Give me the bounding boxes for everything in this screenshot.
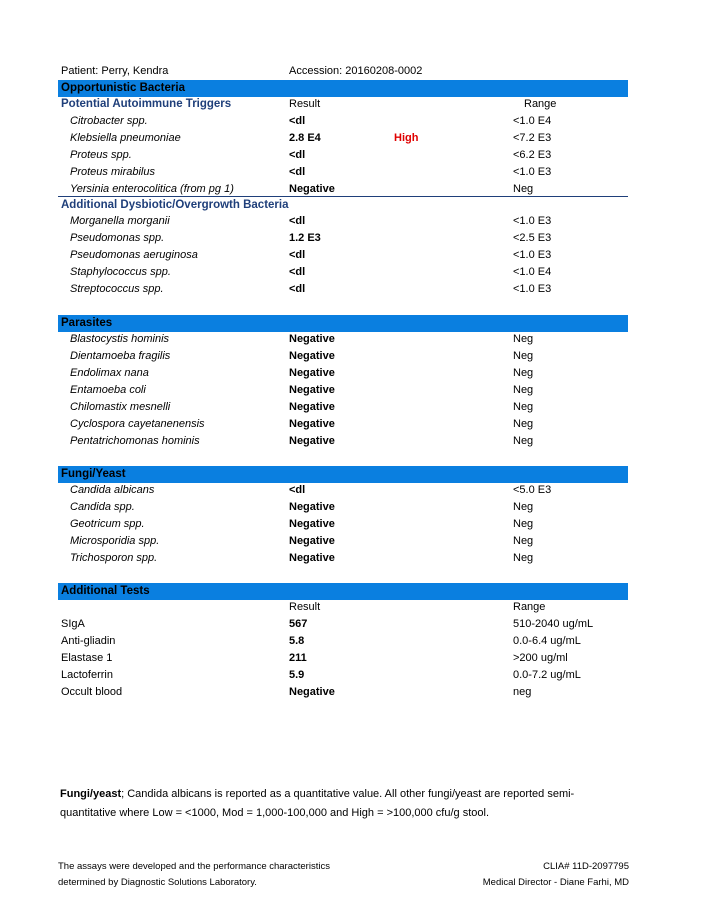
reference-range: 0.0-7.2 ug/mL — [513, 669, 581, 681]
test-name: Yersinia enterocolitica (from pg 1) — [70, 183, 234, 195]
test-name: Citrobacter spp. — [70, 115, 148, 127]
subsection-title-dysbiotic: Additional Dysbiotic/Overgrowth Bacteria — [61, 199, 289, 211]
reference-range: <1.0 E3 — [513, 283, 552, 295]
test-result: 1.2 E3 — [289, 232, 321, 244]
reference-range: 0.0-6.4 ug/mL — [513, 635, 581, 647]
section-title: Additional Tests — [61, 585, 150, 597]
reference-range: Neg — [513, 333, 534, 345]
test-name: Elastase 1 — [61, 652, 113, 664]
test-name: Proteus mirabilus — [70, 166, 155, 178]
reference-range: <6.2 E3 — [513, 149, 552, 161]
reference-range: Neg — [513, 350, 534, 362]
reference-range: Neg — [513, 501, 534, 513]
test-result: Negative — [289, 501, 335, 513]
test-result: 5.8 — [289, 635, 305, 647]
test-result: <dl — [289, 484, 306, 496]
test-name: Endolimax nana — [70, 367, 149, 379]
test-result: Negative — [289, 535, 335, 547]
result-column-label: Result — [289, 98, 321, 110]
test-result: Negative — [289, 686, 335, 698]
footer-clia-number: CLIA# 11D-2097795 — [543, 861, 629, 872]
reference-range: <1.0 E3 — [513, 249, 552, 261]
test-name: SIgA — [61, 618, 85, 630]
section-header-parasites — [58, 315, 628, 332]
test-result: <dl — [289, 215, 306, 227]
reference-range: Neg — [513, 518, 534, 530]
test-result: 211 — [289, 652, 307, 664]
test-name: Staphylococcus spp. — [70, 266, 171, 278]
test-name: Trichosporon spp. — [70, 552, 158, 564]
section-header-additional-tests — [58, 583, 628, 600]
test-name: Blastocystis hominis — [70, 333, 170, 345]
section-divider — [58, 196, 628, 197]
test-name: Chilomastix mesnelli — [70, 401, 171, 413]
reference-range: Neg — [513, 367, 534, 379]
test-name: Anti-gliadin — [61, 635, 116, 647]
test-name: Microsporidia spp. — [70, 535, 160, 547]
reference-range: Neg — [513, 384, 534, 396]
reference-range: Neg — [513, 183, 534, 195]
test-result: 5.9 — [289, 669, 305, 681]
test-result: Negative — [289, 552, 335, 564]
test-name: Pseudomonas spp. — [70, 232, 165, 244]
test-result: Negative — [289, 384, 335, 396]
reference-range: <2.5 E3 — [513, 232, 552, 244]
test-name: Candida spp. — [70, 501, 135, 513]
footer-medical-director: Medical Director - Diane Farhi, MD — [482, 877, 629, 888]
reference-range: <1.0 E4 — [513, 266, 552, 278]
section-header-bacteria — [58, 80, 628, 97]
test-name: Lactoferrin — [61, 669, 113, 681]
test-name: Occult blood — [61, 686, 123, 698]
test-name: Candida albicans — [70, 484, 155, 496]
test-result: <dl — [289, 249, 306, 261]
subsection-title-autoimmune: Potential Autoimmune Triggers — [61, 98, 232, 110]
test-result: Negative — [289, 367, 335, 379]
patient-name: Patient: Perry, Kendra — [61, 65, 169, 77]
test-name: Dientamoeba fragilis — [70, 350, 171, 362]
section-title: Opportunistic Bacteria — [61, 82, 185, 94]
result-flag: High — [394, 132, 419, 144]
reference-range: <7.2 E3 — [513, 132, 552, 144]
test-result: Negative — [289, 518, 335, 530]
footer-lab-info — [483, 859, 629, 891]
test-name: Streptococcus spp. — [70, 283, 164, 295]
test-result: <dl — [289, 166, 306, 178]
test-result: Negative — [289, 435, 335, 447]
test-result: Negative — [289, 183, 335, 195]
reference-range: Neg — [513, 535, 534, 547]
note-label: Fungi/yeast — [60, 788, 122, 800]
accession-number: Accession: 20160208-0002 — [289, 65, 423, 77]
test-result: 567 — [289, 618, 308, 630]
reference-range: >200 ug/ml — [513, 652, 568, 664]
test-name: Cyclospora cayetanenensis — [70, 418, 205, 430]
test-result: Negative — [289, 333, 335, 345]
reference-range: Neg — [513, 435, 534, 447]
reference-range: Neg — [513, 401, 534, 413]
section-title: Parasites — [61, 317, 113, 329]
footer-left-line2: determined by Diagnostic Solutions Laboratory. — [58, 877, 257, 888]
test-result: Negative — [289, 418, 335, 430]
range-column-label: Range — [524, 98, 557, 110]
reference-range: <5.0 E3 — [513, 484, 552, 496]
test-result: 2.8 E4 — [289, 132, 321, 144]
reference-range: 510-2040 ug/mL — [513, 618, 594, 630]
test-result: <dl — [289, 115, 306, 127]
range-column-label: Range — [513, 601, 546, 613]
reference-range: Neg — [513, 552, 534, 564]
test-name: Entamoeba coli — [70, 384, 146, 396]
note-text: ; Candida albicans is reported as a quantitative value. All other fungi/yeast are reported semi-quantitative where Low = <1000, Mod = 1,000-100,000 and High = >100,000 cfu/g stool. — [60, 788, 575, 819]
footer-left-line1: The assays were developed and the performance characteristics — [58, 861, 330, 872]
test-name: Proteus spp. — [70, 149, 132, 161]
fungi-yeast-note — [60, 785, 620, 823]
test-result: <dl — [289, 283, 306, 295]
section-title: Fungi/Yeast — [61, 468, 126, 480]
test-result: Negative — [289, 401, 335, 413]
test-name: Geotricum spp. — [70, 518, 145, 530]
test-name: Pentatrichomonas hominis — [70, 435, 200, 447]
test-result: <dl — [289, 149, 306, 161]
test-result: Negative — [289, 350, 335, 362]
reference-range: Neg — [513, 418, 534, 430]
reference-range: neg — [513, 686, 532, 698]
test-name: Klebsiella pneumoniae — [70, 132, 181, 144]
footer-disclaimer — [58, 859, 330, 891]
section-header-fungi — [58, 466, 628, 483]
reference-range: <1.0 E4 — [513, 115, 552, 127]
reference-range: <1.0 E3 — [513, 166, 552, 178]
reference-range: <1.0 E3 — [513, 215, 552, 227]
result-column-label: Result — [289, 601, 321, 613]
test-result: <dl — [289, 266, 306, 278]
test-name: Pseudomonas aeruginosa — [70, 249, 198, 261]
test-name: Morganella morganii — [70, 215, 170, 227]
